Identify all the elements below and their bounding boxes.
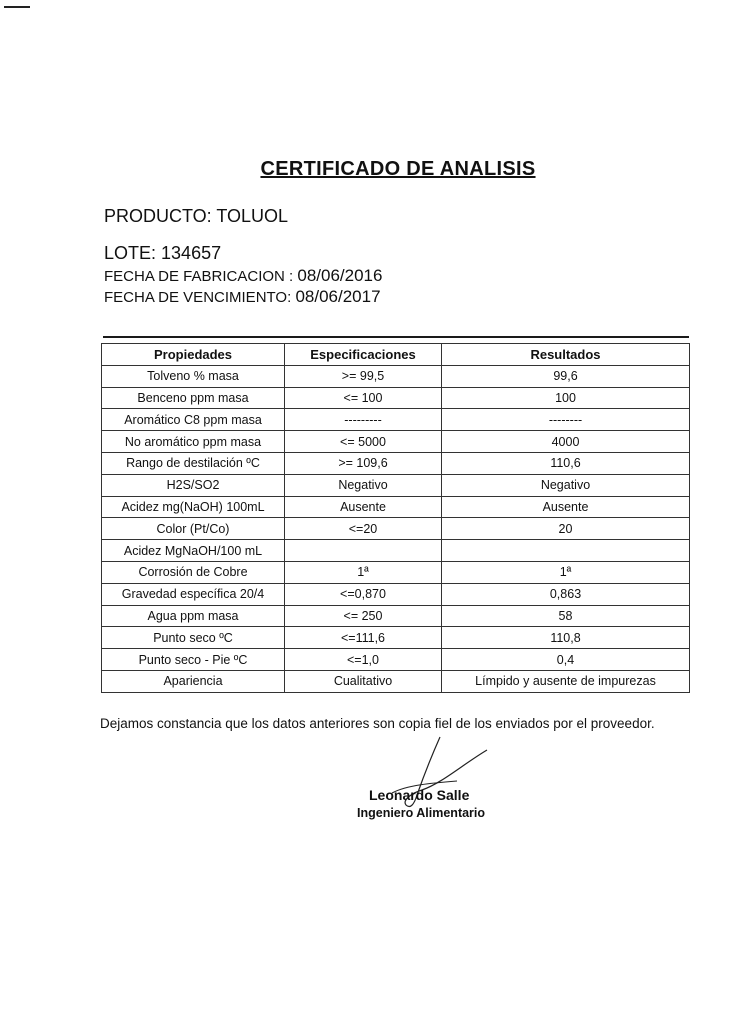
cell-especificacion: <=20 xyxy=(285,518,442,540)
table-row xyxy=(102,496,690,518)
cell-especificacion: <= 250 xyxy=(285,605,442,627)
table-row xyxy=(102,452,690,474)
table-row xyxy=(102,605,690,627)
cell-especificacion xyxy=(285,540,442,562)
table-row xyxy=(102,431,690,453)
table-header-row xyxy=(102,344,690,366)
cell-resultado: 4000 xyxy=(442,431,690,453)
table-row xyxy=(102,627,690,649)
table-row xyxy=(102,540,690,562)
fabricacion-field xyxy=(104,266,382,286)
cell-especificacion: --------- xyxy=(285,409,442,431)
table-row xyxy=(102,583,690,605)
cell-especificacion: Ausente xyxy=(285,496,442,518)
cell-resultado: 110,8 xyxy=(442,627,690,649)
cell-propiedad: Punto seco ºC xyxy=(102,627,285,649)
cell-resultado: 100 xyxy=(442,387,690,409)
cell-resultado: 20 xyxy=(442,518,690,540)
cell-propiedad: Color (Pt/Co) xyxy=(102,518,285,540)
cell-propiedad: Rango de destilación ºC xyxy=(102,452,285,474)
cell-resultado: 0,863 xyxy=(442,583,690,605)
lote-value: 134657 xyxy=(161,243,222,263)
vencimiento-value: 08/06/2017 xyxy=(295,287,381,306)
cell-especificacion: <= 5000 xyxy=(285,431,442,453)
cell-resultado: Negativo xyxy=(442,474,690,496)
signature-scribble xyxy=(362,735,492,815)
cell-resultado: 110,6 xyxy=(442,452,690,474)
cell-especificacion: Cualitativo xyxy=(285,670,442,692)
analysis-table xyxy=(101,343,690,693)
corner-mark xyxy=(4,6,30,8)
fabricacion-label: FECHA DE FABRICACION : xyxy=(104,268,294,285)
cell-resultado xyxy=(442,540,690,562)
cell-propiedad: Apariencia xyxy=(102,670,285,692)
table-row xyxy=(102,561,690,583)
producto-label: PRODUCTO: xyxy=(104,206,212,226)
cell-propiedad: Corrosión de Cobre xyxy=(102,561,285,583)
cell-especificacion: >= 109,6 xyxy=(285,452,442,474)
cell-resultado: -------- xyxy=(442,409,690,431)
cell-especificacion: <=111,6 xyxy=(285,627,442,649)
table-row xyxy=(102,518,690,540)
signer-role: Ingeniero Alimentario xyxy=(357,806,486,820)
cell-propiedad: Punto seco - Pie ºC xyxy=(102,649,285,671)
producto-field xyxy=(104,206,288,227)
cell-propiedad: Acidez mg(NaOH) 100mL xyxy=(102,496,285,518)
cell-resultado: Ausente xyxy=(442,496,690,518)
cell-propiedad: Gravedad específica 20/4 xyxy=(102,583,285,605)
cell-especificacion: Negativo xyxy=(285,474,442,496)
lote-field xyxy=(104,243,221,264)
cell-propiedad: Acidez MgNaOH/100 mL xyxy=(102,540,285,562)
table-row xyxy=(102,670,690,692)
table-row xyxy=(102,387,690,409)
table-row xyxy=(102,409,690,431)
cell-resultado: 99,6 xyxy=(442,365,690,387)
cell-especificacion: <= 100 xyxy=(285,387,442,409)
cell-propiedad: Benceno ppm masa xyxy=(102,387,285,409)
cell-resultado: 1ª xyxy=(442,561,690,583)
table-row xyxy=(102,649,690,671)
cell-especificacion: >= 99,5 xyxy=(285,365,442,387)
producto-value: TOLUOL xyxy=(216,206,289,226)
header-propiedades: Propiedades xyxy=(102,344,285,366)
header-especificaciones: Especificaciones xyxy=(285,344,442,366)
lote-label: LOTE: xyxy=(104,243,157,263)
statement-note: Dejamos constancia que los datos anteriores son copia fiel de los enviados por el proveedor. xyxy=(100,716,655,731)
table-row xyxy=(102,474,690,496)
cell-resultado: Límpido y ausente de impurezas xyxy=(442,670,690,692)
cell-resultado: 0,4 xyxy=(442,649,690,671)
cell-propiedad: Tolveno % masa xyxy=(102,365,285,387)
fabricacion-value: 08/06/2016 xyxy=(297,266,383,285)
cell-propiedad: No aromático ppm masa xyxy=(102,431,285,453)
cell-resultado: 58 xyxy=(442,605,690,627)
cell-especificacion: <=1,0 xyxy=(285,649,442,671)
cell-propiedad: Aromático C8 ppm masa xyxy=(102,409,285,431)
vencimiento-field xyxy=(104,287,381,307)
cell-especificacion: <=0,870 xyxy=(285,583,442,605)
header-resultados: Resultados xyxy=(442,344,690,366)
cell-especificacion: 1ª xyxy=(285,561,442,583)
cell-propiedad: H2S/SO2 xyxy=(102,474,285,496)
vencimiento-label: FECHA DE VENCIMIENTO: xyxy=(104,289,292,306)
table-row xyxy=(102,365,690,387)
signer-name: Leonardo Salle xyxy=(369,787,470,803)
document-title: CERTIFICADO DE ANALISIS xyxy=(260,158,536,180)
horizontal-rule xyxy=(103,336,689,338)
cell-propiedad: Agua ppm masa xyxy=(102,605,285,627)
